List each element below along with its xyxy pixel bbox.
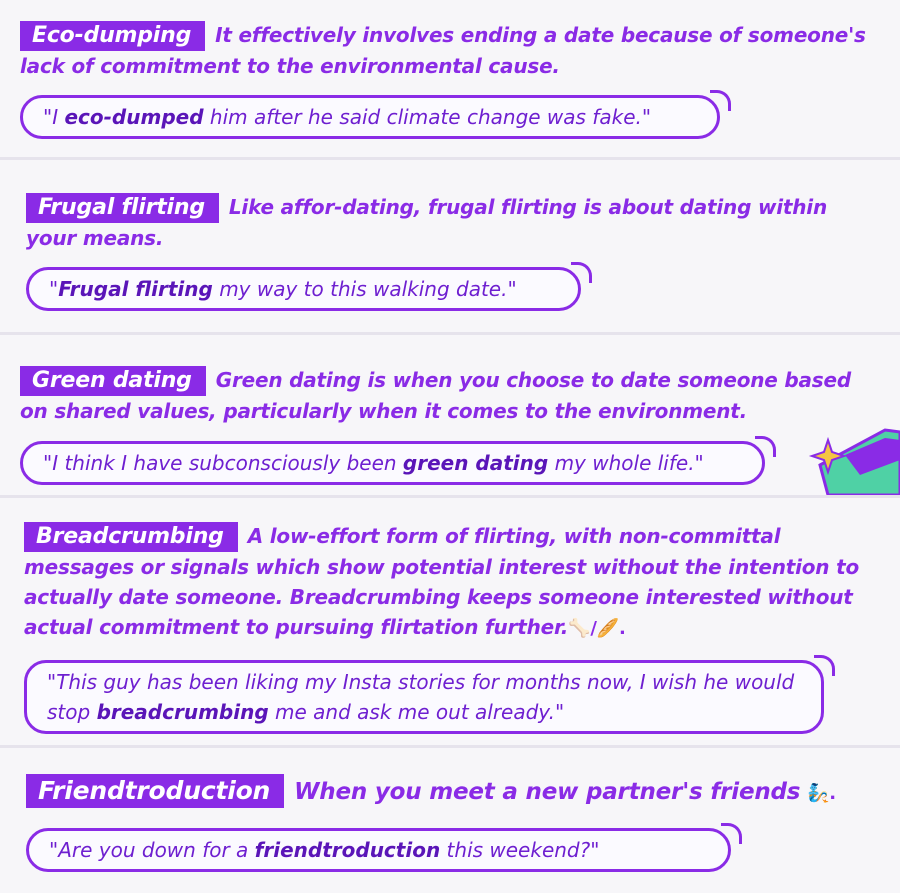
definition-line <box>20 20 890 81</box>
definition-text: When you meet a new partner's friends <box>294 779 801 805</box>
genie-emoji-icon: 🧞. <box>807 783 836 804</box>
quote-text: "This guy has been liking my Insta stories for months now, I wish he would stop <box>47 670 795 724</box>
definition-line <box>26 192 876 253</box>
definition-text: Green dating is when you choose to date someone based on shared values, particularly when it comes to the environment. <box>20 368 851 423</box>
quote-term: green dating <box>402 451 549 475</box>
definition-line <box>20 365 870 426</box>
quote-term: friendtroduction <box>254 838 441 862</box>
term-label: Friendtroduction <box>26 774 284 808</box>
definition-line <box>26 774 886 809</box>
quote-text-end: this weekend?" <box>440 838 600 862</box>
quote-text-end: me and ask me out already." <box>268 700 565 724</box>
entry-breadcrumbing <box>0 498 900 748</box>
quote-text: "I think I have subconsciously been <box>43 451 403 475</box>
quote-term: Frugal flirting <box>58 277 213 301</box>
entry-friendtroduction <box>0 748 900 893</box>
quote-text: " <box>49 277 59 301</box>
example-quote <box>20 95 720 139</box>
term-label: Breadcrumbing <box>24 522 238 552</box>
definition-text: A low-effort form of flirting, with non-committal messages or signals which show potential interest without the intention to actually date someone. Breadcrumbing keeps someone interested without actual commitment to pursuing flirtation further. <box>24 524 860 639</box>
example-quote <box>26 828 731 872</box>
term-label: Green dating <box>20 366 206 396</box>
quote-text: "Are you down for a <box>49 838 255 862</box>
quote-term: eco-dumped <box>64 105 204 129</box>
definition-text: Like affor-dating, frugal flirting is about dating within your means. <box>26 195 828 250</box>
quote-term: breadcrumbing <box>96 700 269 724</box>
decorative-ticket <box>800 410 900 495</box>
entry-green-dating <box>0 335 900 498</box>
term-label: Eco-dumping <box>20 21 205 51</box>
quote-text-end: my whole life." <box>548 451 704 475</box>
example-quote <box>24 660 824 734</box>
definition-line <box>24 521 874 644</box>
entry-eco-dumping <box>0 0 900 160</box>
bone-emoji-icon: 🦴/🥖. <box>568 618 626 639</box>
definition-text: It effectively involves ending a date because of someone's lack of commitment to the environmental cause. <box>20 23 866 78</box>
term-label: Frugal flirting <box>26 193 219 223</box>
example-quote <box>20 441 765 485</box>
quote-text-end: my way to this walking date." <box>212 277 517 301</box>
quote-text: "I <box>43 105 65 129</box>
sparkle-star-icon <box>800 410 900 495</box>
example-quote <box>26 267 581 311</box>
entry-frugal-flirting <box>0 160 900 335</box>
quote-text-end: him after he said climate change was fake." <box>203 105 652 129</box>
